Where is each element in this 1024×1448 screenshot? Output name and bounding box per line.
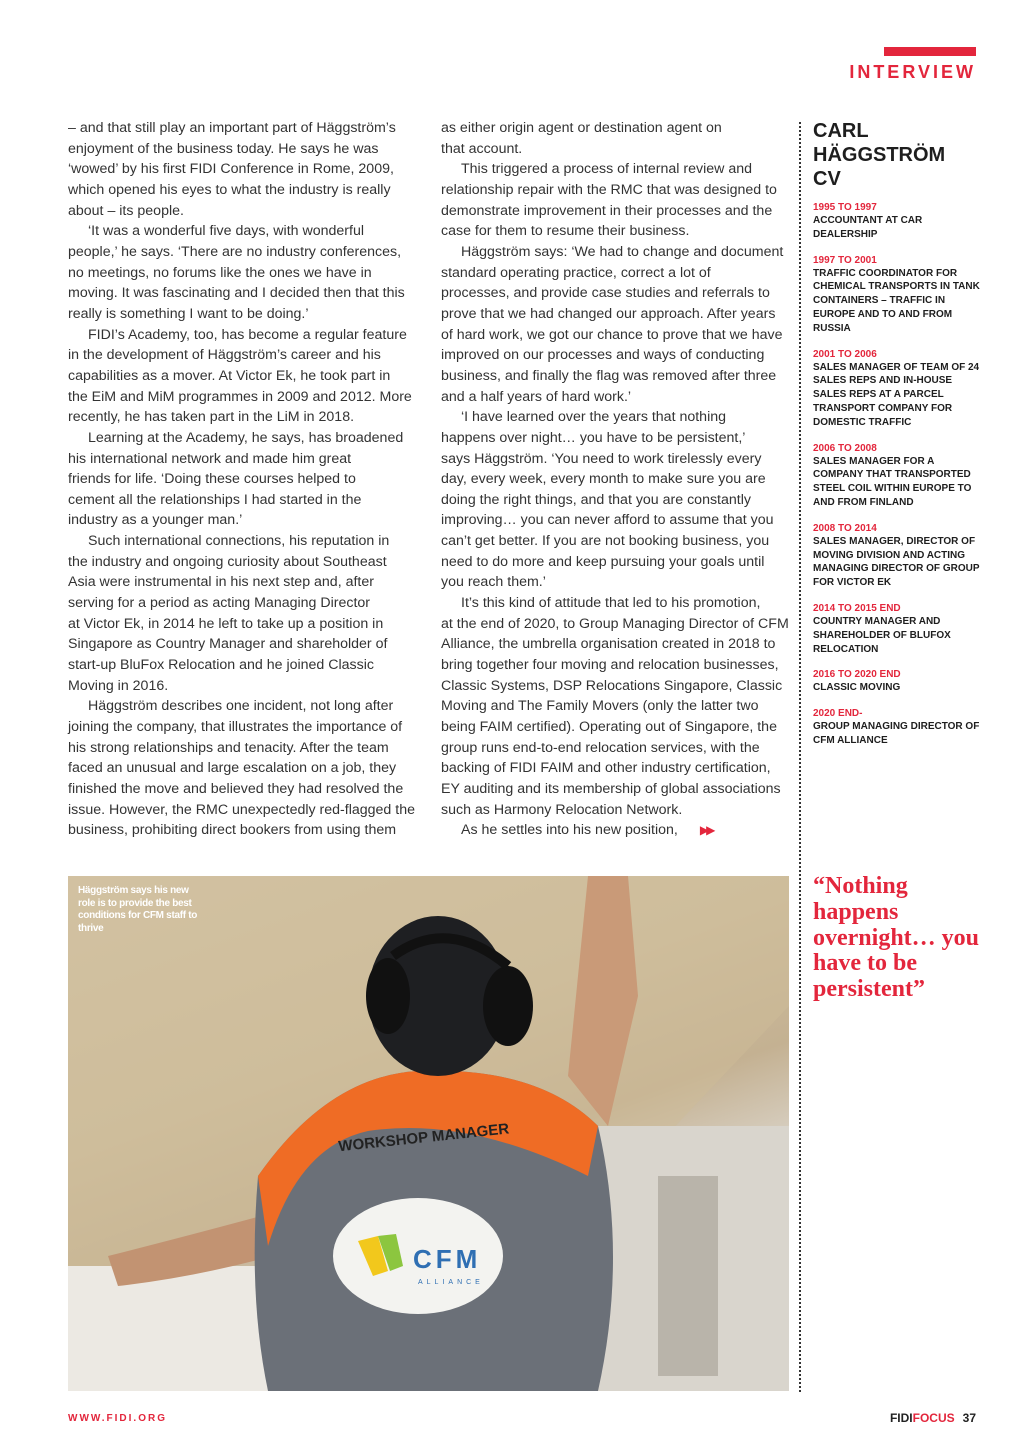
text-line: really is something I want to be doing.’ [68, 305, 309, 322]
text-line: EY auditing and its membership of global associations [441, 781, 781, 797]
text-line: start-up BluFox Relocation and he joined Classic [68, 657, 374, 674]
text-line: group runs end-to-end relocation services, with the [441, 739, 760, 756]
text-line: happens over night… you have to be persistent,’ [441, 429, 746, 446]
text-line: improving… you can never afford to assume that you [441, 512, 774, 529]
text-line: serving for a period as acting Managing Director [68, 595, 371, 612]
text-line: finished the move and believed they had resolved the [68, 781, 404, 797]
text-line: capabilities as a mover. At Victor Ek, he took part in [68, 367, 391, 384]
footer-brand: FIDIFOCUS 37 [889, 1411, 976, 1425]
text-line: the EiM and MiM programmes in 2009 and 2012. More [68, 388, 412, 405]
text-line: you reach them.’ [441, 574, 546, 591]
cv-years: 1995 TO 1997 [813, 202, 877, 213]
text-line: his strong relationships and tenacity. After the team [68, 739, 389, 756]
page-number: 37 [962, 1411, 976, 1425]
text-line: recently, he has taken part in the LiM in 2018. [68, 409, 355, 426]
cv-years: 2008 TO 2014 [813, 522, 877, 534]
cfm-logo-text: CFM [413, 1244, 482, 1274]
text-line: – and that still play an important part of Häggström’s [68, 120, 396, 136]
text-line: doing the right things, and that you are constantly [441, 491, 751, 508]
cv-role: TRAFFIC COORDINATOR FOR CHEMICAL TRANSPORTS IN TANK CONTAINERS – TRAFFIC IN EUROPE AND TO AND FROM RUSSIA [813, 267, 980, 334]
text-line: day, every week, every month to make sure you are [441, 471, 766, 488]
text-line: Alliance, the umbrella organisation created in 2018 to [441, 636, 776, 653]
text-line: Asia were instrumental in his next step and, after [68, 574, 374, 591]
text-line: Learning at the Academy, he says, has broadened [88, 429, 404, 446]
text-line: at Victor Ek, in 2014 he left to take up a position in [68, 615, 384, 632]
text-line: of hard work, we got our chance to prove that we have [441, 326, 783, 343]
text-line: can’t get better. If you are not booking business, you [441, 533, 770, 550]
text-line: people,’ he says. ‘There are no industry conferences, [68, 243, 402, 260]
cv-role: SALES MANAGER OF TEAM OF 24 SALES REPS AND IN-HOUSE SALES REPS AT A PARCEL TRANSPORT COMPANY FOR DOMESTIC TRAFFIC [813, 361, 980, 428]
text-line: improved on our processes and ways of conducting [441, 347, 765, 364]
text-line: that account. [441, 140, 523, 157]
cfm-logo-sub: ALLIANCE [418, 1279, 484, 1286]
cv-role: ACCOUNTANT AT CAR DEALERSHIP [813, 215, 923, 240]
text-line: need to do more and keep pursuing your goals until [441, 553, 765, 570]
text-line: the industry and ongoing curiosity about Southeast [68, 553, 387, 570]
text-line: ‘wowed’ by his first FIDI Conference in Rome, 2009, [68, 161, 394, 178]
text-line: As he settles into his new position, ▶▶ [441, 820, 791, 841]
text-line: joining the company, that illustrates the importance of [68, 719, 403, 736]
text-line: friends for life. ‘Doing these courses helped to [68, 471, 356, 488]
article-column-2 [441, 118, 791, 841]
text-line: says Häggström. ‘You need to work tirelessly every [441, 450, 762, 467]
feature-photo [68, 876, 789, 1391]
text-line: industry as a younger man.’ [68, 512, 243, 529]
text-line: It’s this kind of attitude that led to his promotion, [461, 595, 761, 612]
section-label: INTERVIEW [849, 62, 976, 82]
text-line: ‘It was a wonderful five days, with wonderful [88, 223, 364, 240]
footer-url: WWW.FIDI.ORG [68, 1413, 167, 1424]
text-line: being FAIM certified). Operating out of Singapore, the [441, 719, 777, 736]
text-line: Such international connections, his reputation in [88, 533, 390, 550]
text-line: no meetings, no forums like the ones we have in [68, 264, 372, 281]
cv-role: COUNTRY MANAGER AND SHAREHOLDER OF BLUFOX RELOCATION [813, 615, 951, 655]
column-divider [799, 122, 801, 1392]
text-line: which opened his eyes to what the industry is really [68, 181, 391, 198]
text-line: at the end of 2020, to Group Managing Director of CFM [441, 615, 789, 632]
text-line: moving. It was fascinating and I decided then that this [68, 285, 405, 302]
text-line: and a half years of hard work.’ [441, 388, 632, 405]
cv-years: 2014 TO 2015 END [813, 602, 901, 614]
text-line: his international network and made him great [68, 450, 352, 467]
text-line: This triggered a process of internal review and [461, 161, 752, 178]
pull-quote: “Nothing happens overnight… you have to be persistent” [813, 873, 980, 1003]
text-line: processes, and provide case studies and referrals to [441, 285, 770, 302]
article-column-1 [68, 118, 418, 841]
cv-years: 2006 TO 2008 [813, 442, 877, 454]
workshop-photo-illustration [68, 876, 789, 1391]
cv-role: SALES MANAGER, DIRECTOR OF MOVING DIVISION AND ACTING MANAGING DIRECTOR OF GROUP FOR VICTOR EK [813, 535, 980, 589]
text-line: in the development of Häggström’s career and his [68, 347, 381, 364]
text-line: issue. However, the RMC unexpectedly red-flagged the [68, 801, 415, 818]
cv-role: GROUP MANAGING DIRECTOR OF CFM ALLIANCE [813, 721, 980, 746]
cv-years: 2020 END- [813, 708, 863, 720]
text-line: FIDI’s Academy, too, has become a regular feature [88, 326, 407, 343]
section-bar [884, 47, 976, 56]
text-line: Moving in 2016. [68, 677, 169, 694]
text-line: cement all the relationships I had started in the [68, 491, 362, 508]
text-line: Classic Systems, DSP Relocations Singapore, Classic [441, 677, 783, 694]
photo-caption: Häggström says his new role is to provide the best conditions for CFM staff to thrive [78, 885, 198, 934]
text-line: ‘I have learned over the years that nothing [461, 409, 727, 426]
cv-years: 2016 TO 2020 END [813, 669, 901, 681]
text-line: faced an unusual and large escalation on a job, they [68, 760, 397, 777]
text-line: prove that we had changed our approach. After years [441, 305, 776, 322]
shirt-text: WORKSHOP MANAGER [337, 1120, 510, 1156]
text-line: bring together four moving and relocation businesses, [441, 657, 779, 674]
text-line: about – its people. [68, 202, 184, 219]
text-line: Singapore as Country Manager and shareholder of [68, 636, 388, 653]
text-line: business, prohibiting direct bookers from using them [68, 822, 397, 839]
text-line: business, and finally the flag was removed after three [441, 367, 777, 384]
text-line: relationship repair with the RMC that was designed to [441, 181, 777, 198]
cv-sidebar [813, 119, 983, 760]
text-line: Häggström describes one incident, not long after [88, 698, 394, 715]
text-line: case for them to resume their business. [441, 223, 690, 240]
cv-title: CARL HÄGGSTRÖM CV [813, 120, 946, 190]
text-line: enjoyment of the business today. He says he was [68, 140, 379, 157]
text-line: standard operating practice, correct a lot of [441, 264, 711, 281]
text-line: Häggström says: ‘We had to change and document [461, 243, 784, 260]
text-line: backing of FIDI FAIM and other industry certification, [441, 760, 771, 777]
continue-arrow-icon: ▶▶ [699, 823, 713, 838]
text-line: demonstrate improvement in their processes and the [441, 202, 773, 219]
cv-years: 2001 TO 2006 [813, 348, 877, 360]
text-line: as either origin agent or destination agent on [441, 120, 722, 136]
cv-years: 1997 TO 2001 [813, 254, 877, 266]
text-line: such as Harmony Relocation Network. [441, 801, 683, 818]
text-line: Moving and The Family Movers (only the latter two [441, 698, 759, 715]
cv-role: CLASSIC MOVING [813, 682, 901, 694]
cv-role: SALES MANAGER FOR A COMPANY THAT TRANSPORTED STEEL COIL WITHIN EUROPE TO AND FROM FINLAND [813, 455, 972, 508]
